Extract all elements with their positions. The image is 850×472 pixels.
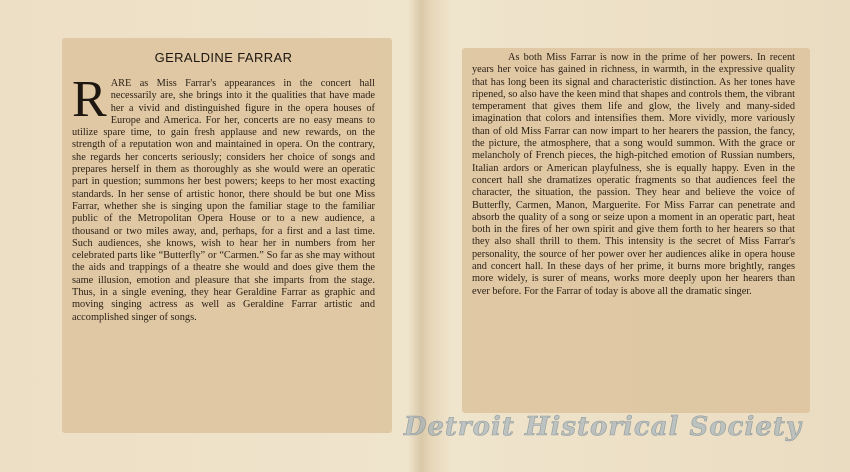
- watermark: Detroit Historical Society: [403, 412, 802, 442]
- left-page-text: [72, 71, 375, 324]
- page-title: GERALDINE FARRAR: [154, 50, 293, 65]
- right-page-body: As both Miss Farrar is now in the prime of her powers. In recent years her voice has gained in richness, in warmth, in the expressive quality that has long been its signal and characteristic distinction. As her tones have ripened, so also have the keen mind that shapes and controls them, the vibrant temperament that gives them life and glow, the lively and many-sided imagination that colors and intensifies them. More vividly, more variously than of old Miss Farrar can now impart to her hearers the passion, the fancy, the picture, the atmosphere, that a song would summon. With the grace or melancholy of French pieces, the high-pitched emotion of Russian numbers, Italian ardors or American playfulness, she is equally happy. Even in the concert hall she dramatizes operatic fragments so that audiences feel the character, the situation, the passion. They hear and believe the voice of Butterfly, Carmen, Manon, Marguerite. For Miss Farrar can penetrate and absorb the quality of a song or seize upon a moment in an operatic part, heat both in the fires of her own spirit and give them forth to her hearers so that they also shall thrill to them. This intensity is the secret of Miss Farrar's personality, the source of her power over her audiences alike in opera house and concert hall. In these days of her prime, it burns more brightly, ranges more widely, is surer of means, works more deeply upon her hearers than ever before. For the Farrar of today is above all the dramatic singer.: [472, 52, 795, 297]
- drop-cap: R: [72, 71, 107, 128]
- left-page-body: ARE as Miss Farrar's appearances in the concert hall necessarily are, she brings into it the qualities that have made her a vivid and distinguished figure in the opera houses of Europe and America. For her, concerts are no easy means to utilize spare time, to gain fresh applause and new rewards, on the strength of a reputation won and maintained in opera. On the contrary, she regards her concerts seriously; considers her choice of songs and prepares herself in them as thoroughly as she would were an operatic part in question; summons her best powers; keeps to her most exacting standards. In her sense of artistic honor, there should be but one Miss Farrar, whether she is singing upon the familiar stage to the familiar public of the Metropolitan Opera House or to a new audience, a thousand or two miles away, and, perhaps, for a first and a last time. Such audiences, she knows, wish to hear her in numbers from her celebrated parts like “Butterfly” or “Carmen.” So far as she may without the aids and trappings of a theatre she would and does give them the same illusion, emotion and pleasure that she imparts from the stage. Thus, in a single evening, they hear Geraldine Farrar as graphic and moving singing actress as well as Geraldine Farrar artistic and accomplished singer of songs.: [72, 78, 375, 323]
